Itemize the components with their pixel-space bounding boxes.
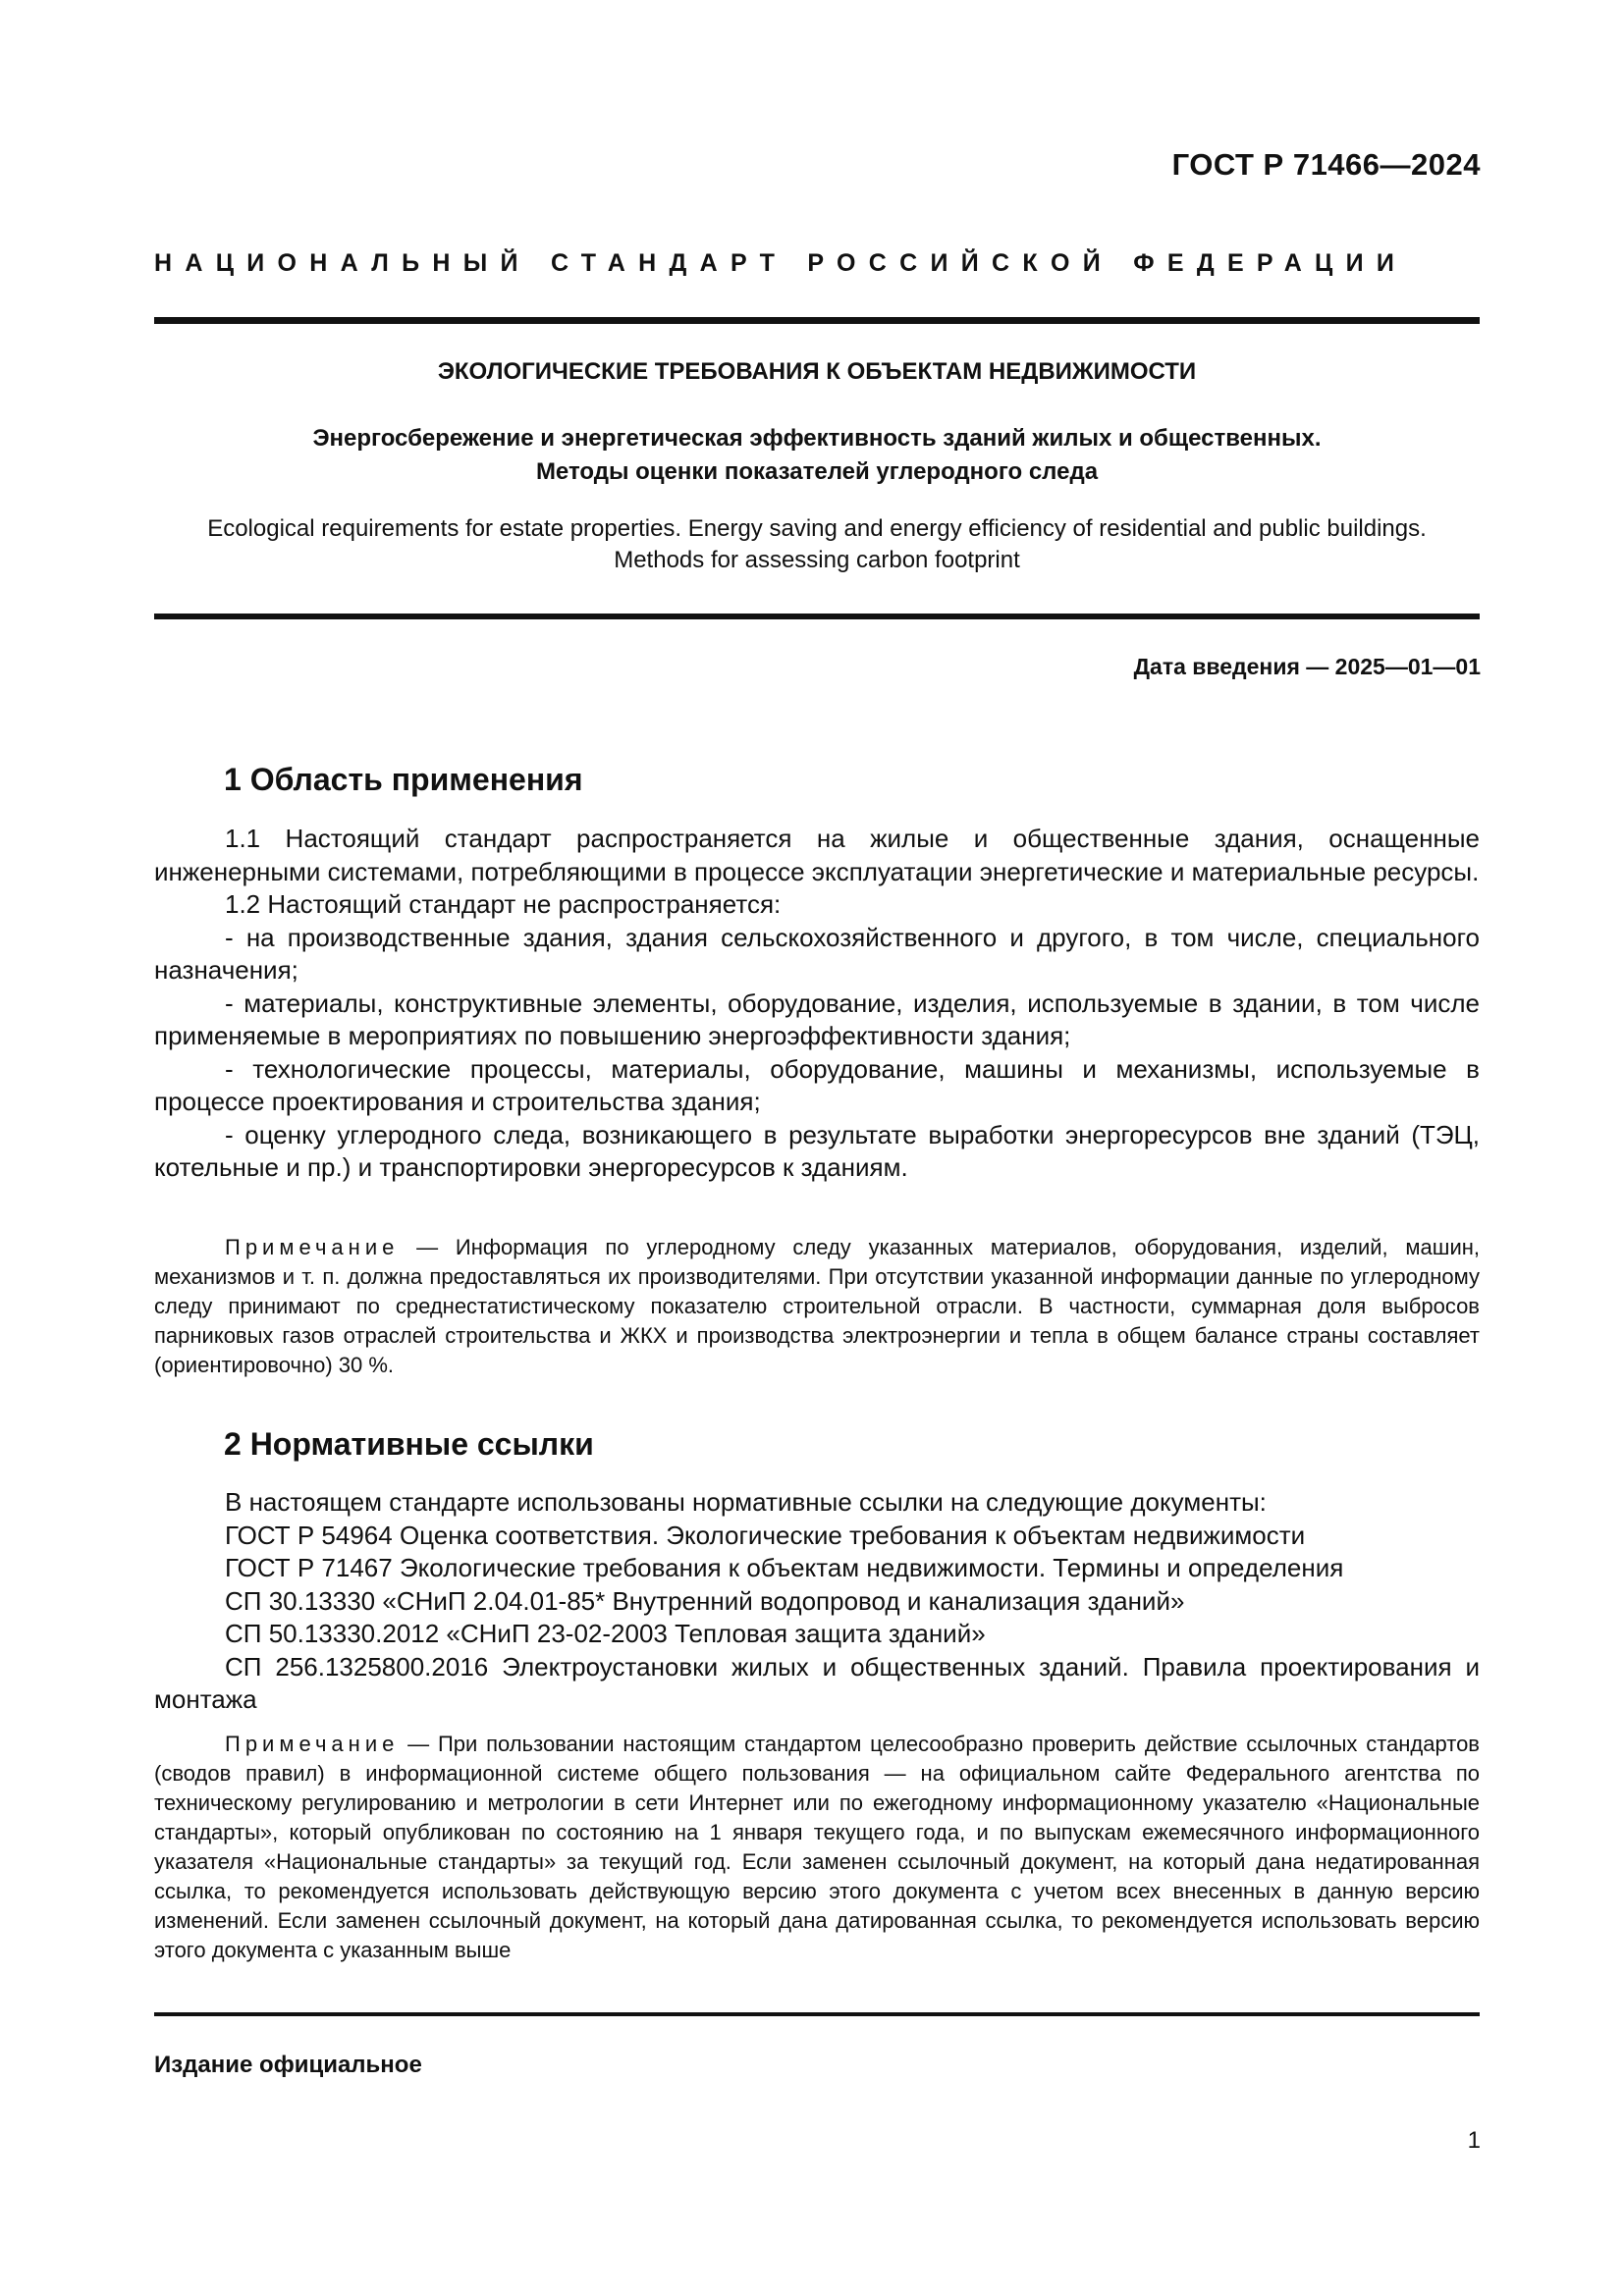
- note-paragraph: [154, 1730, 1480, 1965]
- document-title: ЭКОЛОГИЧЕСКИЕ ТРЕБОВАНИЯ К ОБЪЕКТАМ НЕДВИЖИМОСТИ: [437, 358, 1197, 385]
- list-item: - технологические процессы, материалы, оборудование, машины и механизмы, используемые в процессе проектирования и строительства здания;: [154, 1053, 1480, 1116]
- reference-item: СП 50.13330.2012 «СНиП 23-02-2003 Тепловая защита зданий»: [225, 1619, 986, 1648]
- section-1-body: [154, 823, 1480, 1185]
- page-number: 1: [1467, 2127, 1481, 2154]
- subtitle-line-1: Энергосбережение и энергетическая эффективность зданий жилых и общественных.: [312, 425, 1322, 452]
- section-1-heading: 1 Область применения: [224, 762, 583, 797]
- document-id: ГОСТ Р 71466—2024: [1171, 147, 1481, 182]
- section-2-note: [154, 1730, 1480, 1965]
- subtitle-line-2: Методы оценки показателей углеродного следа: [535, 458, 1099, 485]
- reference-item: ГОСТ Р 54964 Оценка соответствия. Экологические требования к объектам недвижимости: [225, 1520, 1306, 1550]
- national-standard-label: НАЦИОНАЛЬНЫЙ СТАНДАРТ РОССИЙСКОЙ ФЕДЕРАЦИИ: [154, 249, 1408, 277]
- section-1-note: [154, 1233, 1480, 1380]
- edition-label: Издание официальное: [154, 2052, 422, 2078]
- english-title-line-1: Ecological requirements for estate properties. Energy saving and energy efficiency of residential and public buildings.: [207, 515, 1427, 542]
- section-2-body: [154, 1486, 1480, 1717]
- list-item: - материалы, конструктивные элементы, оборудование, изделия, используемые в здании, в том числе применяемые в мероприятиях по повышению энергоэффективности здания;: [154, 988, 1480, 1050]
- list-item: - на производственные здания, здания сельскохозяйственного и другого, в том числе, специального назначения;: [154, 922, 1480, 985]
- list-item: - оценку углеродного следа, возникающего в результате выработки энергоресурсов вне зданий (ТЭЦ, котельные и пр.) и транспортировки энергоресурсов к зданиям.: [154, 1119, 1480, 1182]
- divider-footer: [154, 2012, 1480, 2016]
- section-2-heading: 2 Нормативные ссылки: [224, 1426, 594, 1462]
- reference-item: ГОСТ Р 71467 Экологические требования к объектам недвижимости. Термины и определения: [225, 1553, 1344, 1582]
- note-paragraph: [154, 1233, 1480, 1380]
- divider-top: [154, 317, 1480, 324]
- paragraph: 1.2 Настоящий стандарт не распространяется:: [225, 889, 782, 919]
- paragraph: 1.1 Настоящий стандарт распространяется на жилые и общественные здания, оснащенные инженерными системами, потребляющими в процессе эксплуатации энергетические и материальные ресурсы.: [154, 824, 1480, 886]
- english-title-line-2: Methods for assessing carbon footprint: [614, 547, 1020, 573]
- reference-item: СП 30.13330 «СНиП 2.04.01-85* Внутренний водопровод и канализация зданий»: [225, 1585, 1185, 1616]
- divider-title: [154, 614, 1480, 619]
- reference-item: СП 256.1325800.2016 Электроустановки жилых и общественных зданий. Правила проектирования и монтажа: [154, 1651, 1480, 1714]
- introduction-date: Дата введения — 2025—01—01: [1133, 654, 1481, 679]
- note-label: Примечание: [225, 1235, 400, 1259]
- note-text: — Информация по углеродному следу указанных материалов, оборудования, изделий, машин, механизмов и т. п. должна предоставляться их производителями. При отсутствии указанной информации данные по углеродному следу принимают по среднестатистическому показателю строительной отрасли. В частности, суммарная доля выбросов парниковых газов отраслей строительства и ЖКХ и производства электроэнергии и тепла в общем балансе страны составляет (ориентировочно) 30 %.: [154, 1235, 1480, 1377]
- note-text: — При пользовании настоящим стандартом целесообразно проверить действие ссылочных стандартов (сводов правил) в информационной системе общего пользования — на официальном сайте Федерального агентства по техническому регулированию и метрологии в сети Интернет или по ежегодному информационному указателю «Национальные стандарты», который опубликован по состоянию на 1 января текущего года, и по выпускам ежемесячного информационного указателя «Национальные стандарты» за текущий год. Если заменен ссылочный документ, на который дана недатированная ссылка, то рекомендуется использовать действующую версию этого документа с учетом всех внесенных в данную версию изменений. Если заменен ссылочный документ, на который дана датированная ссылка, то рекомендуется использовать версию этого документа с указанным выше: [154, 1732, 1480, 1962]
- english-title: [154, 513, 1480, 576]
- note-label: Примечание: [225, 1732, 400, 1756]
- paragraph: В настоящем стандарте использованы нормативные ссылки на следующие документы:: [225, 1487, 1267, 1517]
- document-subtitle: [154, 422, 1480, 489]
